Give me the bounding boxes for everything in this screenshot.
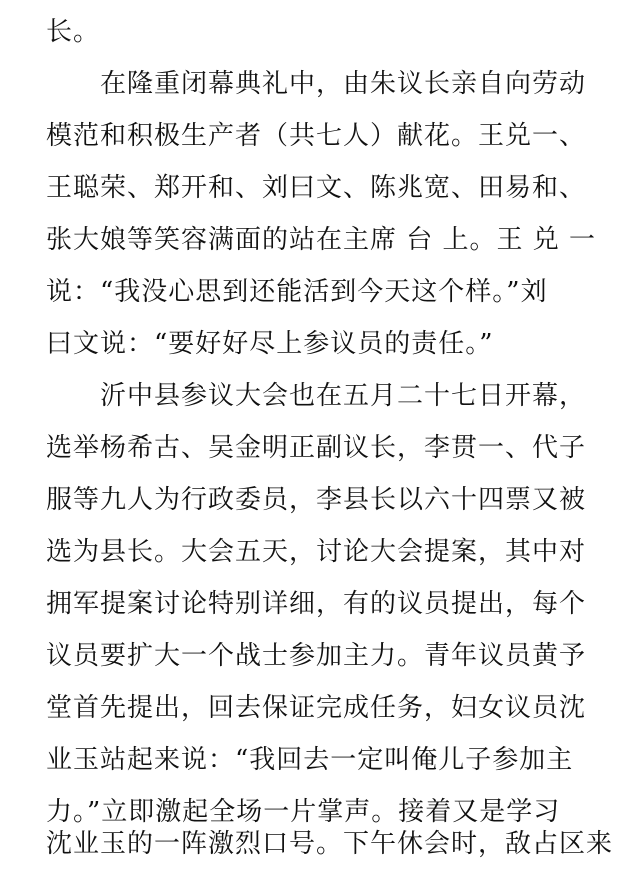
text-line-14: 堂首先提出，回去保证完成任务，妇女议员沈	[46, 693, 587, 723]
text-line-13: 议员要扩大一个战士参加主力。青年议员黄予	[46, 641, 587, 671]
text-line-7: 曰文说：“要好好尽上参议员的责任。”	[46, 329, 494, 359]
text-line-11: 选为县长。大会五天，讨论大会提案，其中对	[46, 537, 587, 567]
text-line-3: 模范和积极生产者（共七人）献花。王兑一、	[46, 121, 587, 151]
text-line-5: 张大娘等笑容满面的站在主席 台 上。王 兑 一	[46, 225, 597, 255]
text-line-2: 在隆重闭幕典礼中，由朱议长亲自向劳动	[100, 69, 587, 99]
text-line-4: 王聪荣、郑开和、刘曰文、陈兆宽、田易和、	[46, 173, 587, 203]
text-line-15: 业玉站起来说：“我回去一定叫俺儿子参加主	[46, 745, 574, 775]
text-line-1: 长。	[46, 17, 101, 47]
text-line-12: 拥军提案讨论特别详细，有的议员提出，每个	[46, 589, 587, 619]
text-line-9: 选举杨希古、吴金明正副议长，李贯一、代子	[46, 433, 587, 463]
text-line-6: 说：“我没心思到还能活到今天这个样。”刘	[46, 277, 548, 307]
text-line-8: 沂中县参议大会也在五月二十七日开幕，	[100, 381, 587, 411]
text-line-16: 力。”立即激起全场一片掌声。接着又是学习	[46, 797, 561, 827]
text-line-10: 服等九人为行政委员，李县长以六十四票又被	[46, 485, 587, 515]
text-line-17: 沈业玉的一阵激烈口号。下午休会时，敌占区来	[46, 829, 614, 859]
